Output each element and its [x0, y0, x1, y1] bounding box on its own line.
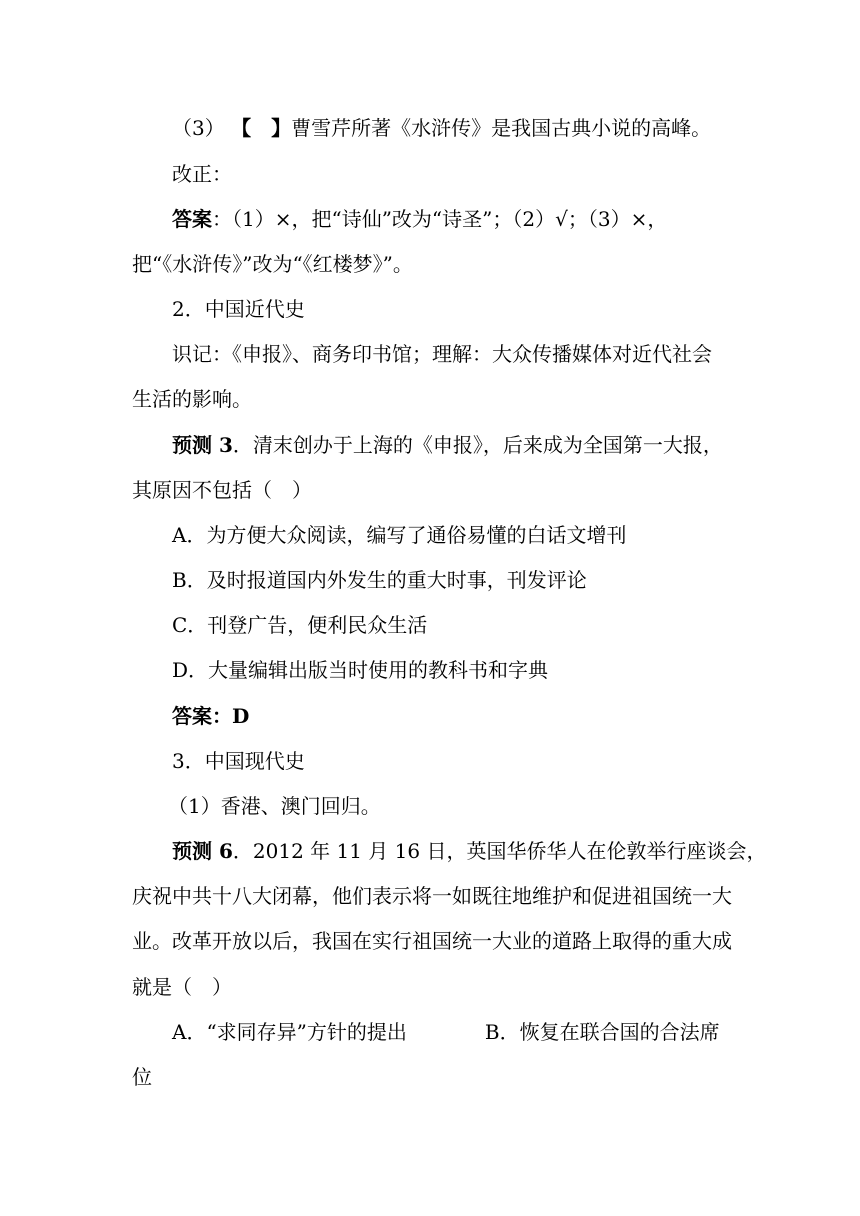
predict-6-option-b-wrap: 位 [132, 1065, 152, 1089]
section-3-title: 3．中国现代史 [172, 749, 305, 773]
predict-3-option-c: C．刊登广告，便利民众生活 [172, 613, 428, 637]
answer-colon: ： [212, 207, 232, 231]
predict-6-stem-text: ．2012 年 11 月 16 日，英国华侨华人在伦敦举行座谈会， [232, 839, 767, 863]
predict-6-stem-line-1 [172, 838, 766, 864]
answer-1-line-1 [172, 206, 667, 232]
answer-1-line-2: 把“《水浒传》”改为“《红楼梦》”。 [132, 252, 413, 276]
predict-6-label: 预测 6 [172, 839, 233, 863]
question-3-line [172, 115, 711, 141]
predict-6-stem-line-3: 业。改革开放以后，我国在实行祖国统一大业的道路上取得的重大成 [132, 929, 732, 953]
section-3-item-1: （1）香港、澳门回归。 [168, 794, 381, 818]
predict-6-option-b: B．恢复在联合国的合法席 [484, 1020, 720, 1044]
section-2-requirement-line-1: 识记：《申报》、商务印书馆；理解：大众传播媒体对近代社会 [172, 342, 712, 366]
section-2-title: 2．中国近代史 [172, 297, 305, 321]
answer-blank [251, 116, 271, 140]
predict-6-stem-line-4: 就是（ ） [132, 975, 232, 999]
predict-6-options-line [172, 1019, 720, 1045]
answer-bracket-open: 【 [231, 116, 252, 140]
predict-3-stem-line-2: 其原因不包括（ ） [132, 478, 312, 502]
predict-3-option-b: B．及时报道国内外发生的重大时事，刊发评论 [172, 568, 587, 592]
predict-3-stem-line-1 [172, 432, 723, 458]
section-2-requirement-line-2: 生活的影响。 [132, 387, 252, 411]
question-3-text: 曹雪芹所著《水浒传》是我国古典小说的高峰。 [291, 116, 712, 140]
predict-3-stem-text: ．清末创办于上海的《申报》，后来成为全国第一大报， [232, 433, 723, 457]
predict-3-option-d: D．大量编辑出版当时使用的教科书和字典 [172, 658, 549, 682]
predict-3-label: 预测 3 [172, 433, 233, 457]
answer-2: 答案：D [172, 704, 250, 728]
question-3-number: （3） [172, 116, 225, 140]
answer-bracket-close: 】 [271, 116, 292, 140]
answer-label: 答案 [172, 207, 212, 231]
predict-6-option-a: A．“求同存异”方针的提出 [172, 1020, 407, 1044]
predict-3-option-a: A．为方便大众阅读，编写了通俗易懂的白话文增刊 [172, 523, 627, 547]
predict-6-stem-line-2: 庆祝中共十八大闭幕，他们表示将一如既往地维护和促进祖国统一大 [132, 884, 732, 908]
answer-1-text: （1）×，把“诗仙”改为“诗圣”；（2）√；（3）×， [232, 207, 668, 231]
correction-label: 改正： [172, 162, 232, 186]
